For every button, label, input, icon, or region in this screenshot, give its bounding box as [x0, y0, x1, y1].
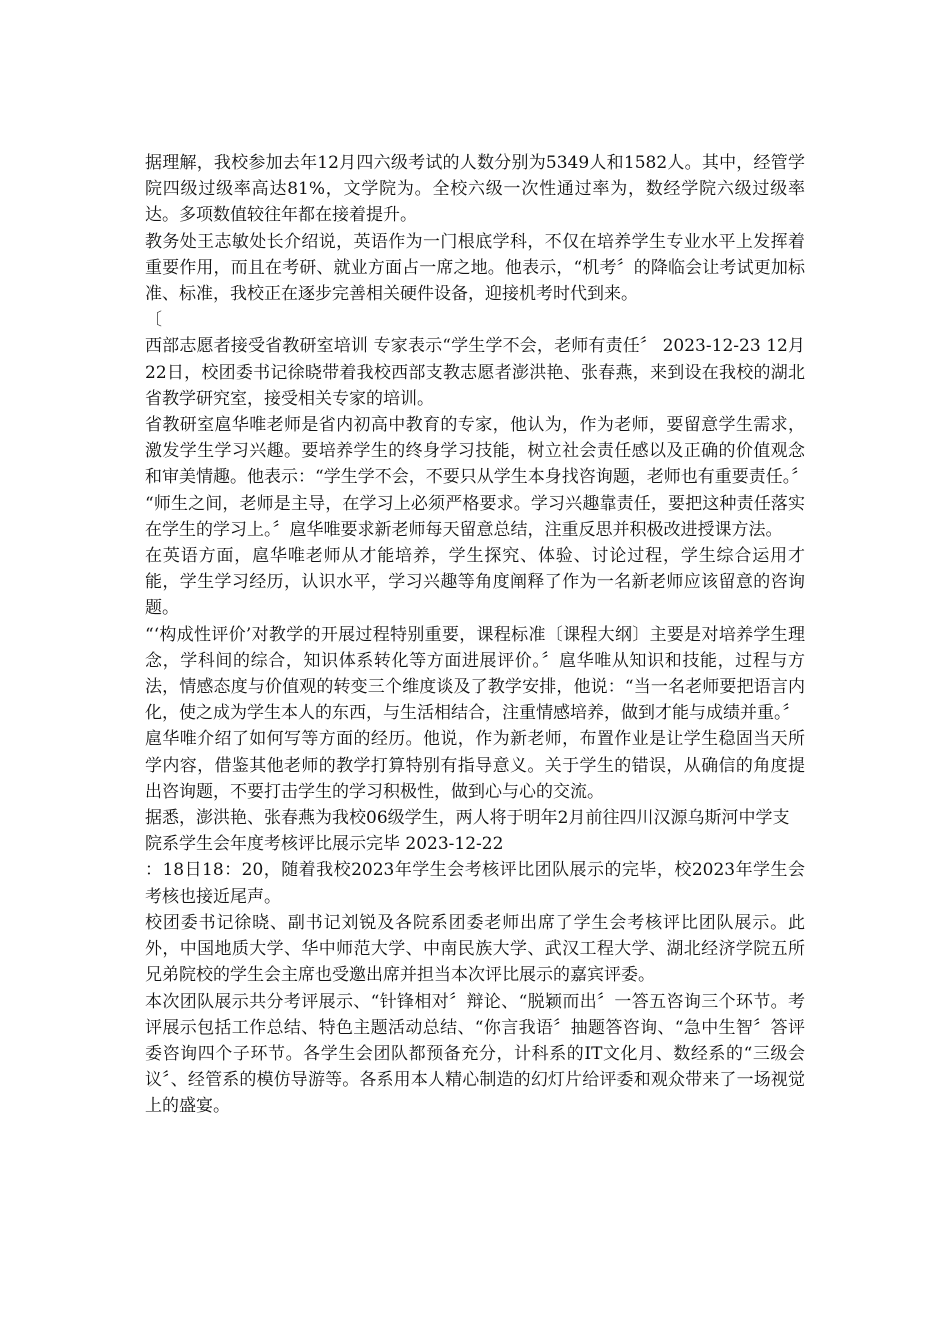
paragraph-experience: 扈华唯介绍了如何写等方面的经历。他说，作为新老师，布置作业是让学生稳固当天所学内容，借鉴其他老师的教学打算特别有指导意义。关于学生的错误，从确信的角度提出咨询题，不要打击学生的学习积极性，做到心与心的交流。: [145, 729, 805, 802]
paragraph-volunteer-training-headline: 西部志愿者接受省教研室培训 专家表示“学生学不会，老师有责任〞 2023-12-23 12月22日，校团委书记徐晓带着我校西部支教志愿者澎洪艳、张春燕，来到设在我校的湖北省教学研究室，接受相关专家的培训。: [145, 336, 805, 409]
paragraph-evaluation-end: ：18日18：20，随着我校2023年学生会考核评比团队展示的完毕，校2023年学生会考核也接近尾声。: [145, 860, 805, 907]
paragraph-teacher-student: “师生之间，老师是主导，在学习上必须严格要求。学习兴趣靠责任，要把这种责任落实在学生的学习上。〞扈华唯要求新老师每天留意总结，注重反思并积极改进授课方法。: [145, 493, 805, 540]
paragraph-student-union-headline: 院系学生会年度考核评比展示完毕 2023-12-22: [145, 834, 504, 855]
paragraph-formative-evaluation: “‘构成性评价’对教学的开展过程特别重要，课程标准〔课程大纲〕主要是对培养学生理念，学科间的综合，知识体系转化等方面进展评价。〞扈华唯从知识和技能，过程与方法，情感态度与价值观的转变三个维度谈及了教学安排，他说：“当一名老师要把语言内化，使之成为学生本人的东西，与生活相结合，注重情感培养，做到才能与成绩并重。〞: [145, 624, 805, 724]
paragraph-team-show: 本次团队展示共分考评展示、“针锋相对〞辩论、“脱颖而出〞一答五咨询三个环节。考评展示包括工作总结、特色主题活动总结、“你言我语〞抽题答咨询、“急中生智〞答评委咨询四个子环节。各学生会团队都预备充分，计科系的IT文化月、数经系的“三级会议〞、经管系的模仿导游等。各系用本人精心制造的幻灯片给评委和观众带来了一场视觉上的盛宴。: [145, 991, 805, 1117]
paragraph-expert-view: 省教研室扈华唯老师是省内初高中教育的专家，他认为，作为老师，要留意学生需求，激发学生学习兴趣。要培养学生的终身学习技能，树立社会责任感以及正确的价值观念和审美情趣。他表示：“学生学不会，不要只从学生本身找咨询题，老师也有重要责任。〞: [145, 415, 809, 488]
paragraph-volunteers-info: 据悉，澎洪艳、张春燕为我校06级学生，两人将于明年2月前往四川汉源乌斯河中学支: [145, 808, 790, 829]
document-body: [145, 150, 809, 1120]
paragraph-exam-statistics: 据理解，我校参加去年12月四六级考试的人数分别为5349人和1582人。其中，经管学院四级过级率高达81%，文学院为。全校六级一次性通过率为，数经学院六级过级率达。多项数值较往年都在接着提升。: [145, 153, 805, 226]
paragraph-bracket: 〔: [145, 310, 162, 331]
paragraph-computer-exam: 教务处王志敏处长介绍说，英语作为一门根底学科，不仅在培养学生专业水平上发挥着重要作用，而且在考研、就业方面占一席之地。他表示，“机考〞的降临会让考试更加标准、标准，我校正在逐步完善相关硬件设备，迎接机考时代到来。: [145, 231, 805, 305]
paragraph-english-teaching: 在英语方面，扈华唯老师从才能培养，学生探究、体验、讨论过程，学生综合运用才能，学生学习经历，认识水平，学习兴趣等角度阐释了作为一名新老师应该留意的咨询题。: [145, 546, 805, 619]
paragraph-attendees: 校团委书记徐晓、副书记刘锐及各院系团委老师出席了学生会考核评比团队展示。此外，中国地质大学、华中师范大学、中南民族大学、武汉工程大学、湖北经济学院五所兄弟院校的学生会主席也受邀出席并担当本次评比展示的嘉宾评委。: [145, 912, 805, 986]
